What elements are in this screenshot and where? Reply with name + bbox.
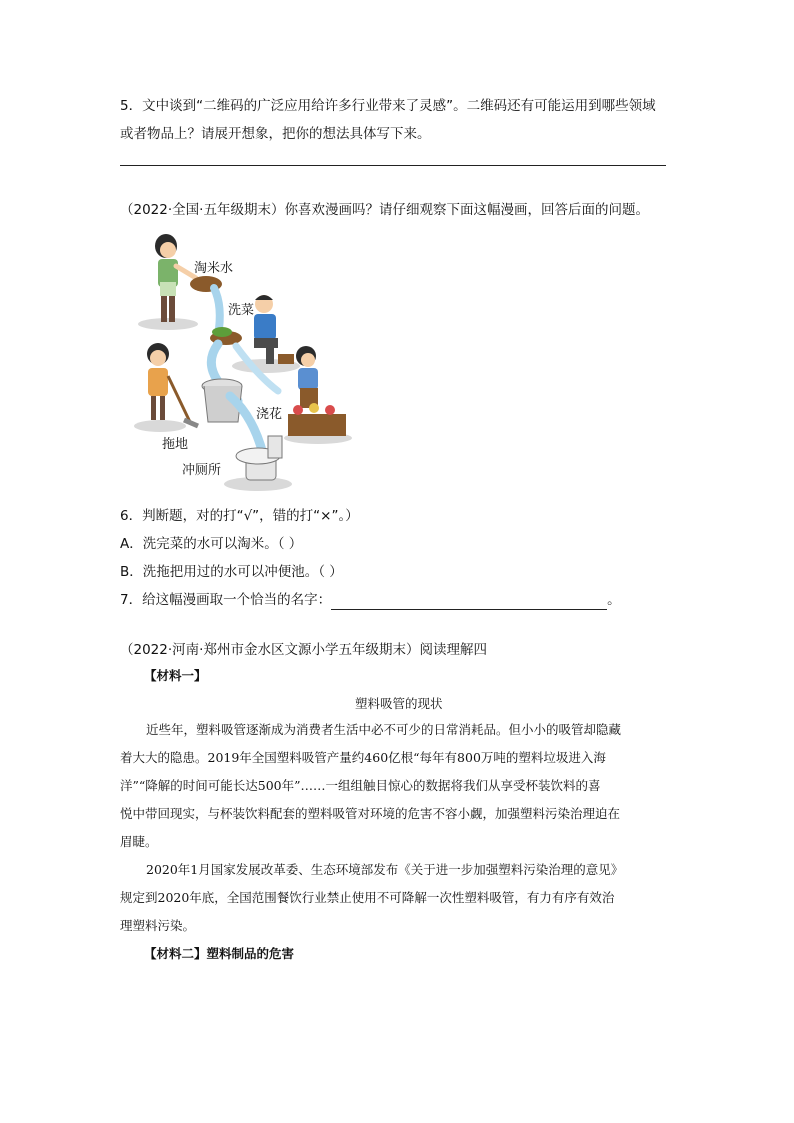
- p2-line-3: 理塑料污染。: [120, 918, 196, 933]
- p1-line-1: 近些年，塑料吸管逐渐成为消费者生活中必不可少的日常消耗品。但小小的吸管却隐藏: [146, 722, 622, 737]
- label-flush-toilet: 冲厕所: [182, 463, 222, 478]
- q6-option-a[interactable]: A．洗完菜的水可以淘米。（ ）: [120, 536, 303, 552]
- label-mop: 拖地: [162, 437, 189, 452]
- woman-pouring-figure: [155, 234, 196, 322]
- p2-line-1: 2020年1月国家发展改革委、生态环境部发布《关于进一步加强塑料污染治理的意见》: [146, 862, 624, 877]
- water-saving-cartoon: [118, 226, 368, 498]
- material-one-label: 【材料一】: [144, 668, 207, 683]
- man-washing-figure: [254, 295, 294, 364]
- p1-line-2: 着大大的隐患。2019年全国塑料吸管产量约460亿根“每年有800万吨的塑料垃圾进入海: [120, 750, 606, 765]
- p2-line-2: 规定到2020年底，全国范围餐饮行业禁止使用不可降解一次性塑料吸管，有力有序有效治: [120, 890, 615, 905]
- q6-option-b[interactable]: B．洗拖把用过的水可以冲便池。（ ）: [120, 564, 343, 580]
- reading-section-intro: （2022·河南·郑州市金水区文源小学五年级期末）阅读理解四: [120, 642, 487, 658]
- p1-line-5: 眉睫。: [120, 834, 158, 849]
- q5-line-2: 或者物品上？请展开想象，把你的想法具体写下来。: [120, 126, 431, 142]
- q5-answer-line[interactable]: [120, 165, 666, 166]
- q7-answer-blank[interactable]: [331, 595, 607, 610]
- q7-end: 。: [607, 592, 621, 608]
- material-one-title: 塑料吸管的现状: [355, 696, 443, 711]
- cartoon-section-intro: （2022·全国·五年级期末）你喜欢漫画吗？请仔细观察下面这幅漫画，回答后面的问题。: [120, 202, 649, 218]
- material-two-label: 【材料二】塑料制品的危害: [144, 946, 295, 961]
- girl-mopping-figure: [147, 343, 198, 426]
- q7-line: [120, 590, 621, 610]
- label-rice-water: 淘米水: [194, 261, 234, 276]
- label-wash-veg: 洗菜: [228, 303, 255, 318]
- p1-line-4: 悦中带回现实，与杯装饮料配套的塑料吸管对环境的危害不容小觑，加强塑料污染治理迫在: [120, 806, 621, 821]
- label-water-flowers: 浇花: [256, 407, 283, 422]
- woman-watering-figure: [296, 346, 318, 408]
- q7-stem: 7．给这幅漫画取一个恰当的名字：: [120, 592, 332, 608]
- q6-stem: 6．判断题，对的打“√”，错的打“×”。）: [120, 508, 359, 524]
- p1-line-3: 洋”“降解的时间可能长达500年”……一组组触目惊心的数据将我们从享受杯装饮料的喜: [120, 778, 601, 793]
- q5-line-1: 5．文中谈到“二维码的广泛应用给许多行业带来了灵感”。二维码还有可能运用到哪些领域: [120, 98, 656, 114]
